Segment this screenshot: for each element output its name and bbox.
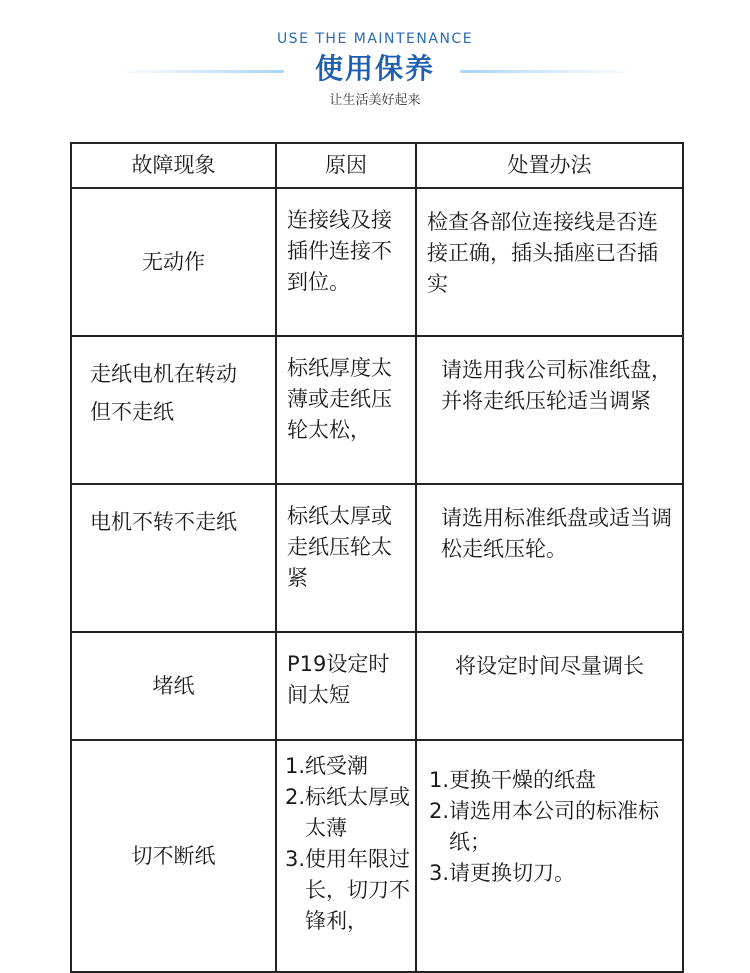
troubleshooting-table (70, 142, 684, 973)
page-title: 使用保养 (314, 52, 435, 85)
solution-cell (416, 740, 683, 972)
list-number: 3. (429, 861, 450, 885)
list-text: 纸受潮 (305, 754, 368, 778)
solution-cell: 请选用标准纸盘或适当调松走纸压轮。 (416, 484, 683, 632)
symptom-cell: 无动作 (71, 188, 276, 336)
slogan: 让生活美好起来 (329, 93, 421, 108)
list-item (429, 796, 678, 858)
symptom-cell (71, 336, 276, 484)
list-text: 请选用本公司的标准标纸； (449, 799, 659, 854)
table-row (71, 740, 683, 972)
header-symptom: 故障现象 (71, 143, 276, 188)
solution-cell: 将设定时间尽量调长 (416, 632, 683, 740)
decorative-rule-right (460, 70, 636, 73)
symptom-cell: 堵纸 (71, 632, 276, 740)
table-header-row (71, 143, 683, 188)
header-cause: 原因 (276, 143, 416, 188)
symptom-cell: 切不断纸 (71, 740, 276, 972)
cause-cell: 连接线及接插件连接不到位。 (276, 188, 416, 336)
cause-cell: 标纸太厚或走纸压轮太紧 (276, 484, 416, 632)
list-number: 1. (429, 768, 450, 792)
solution-cell: 请选用我公司标准纸盘，并将走纸压轮适当调紧 (416, 336, 683, 484)
list-text: 标纸太厚或太薄 (305, 785, 410, 840)
list-item (429, 858, 678, 889)
table-row (71, 188, 683, 336)
symptom-cell: 电机不转不走纸 (71, 484, 276, 632)
table-row (71, 484, 683, 632)
list-item (429, 765, 678, 796)
solution-cell: 检查各部位连接线是否连接正确，插头插座已否插实 (416, 188, 683, 336)
list-item (285, 844, 413, 937)
subtitle-english: USE THE MAINTENANCE (276, 31, 474, 47)
list-number: 3. (285, 847, 306, 871)
table-row (71, 632, 683, 740)
symptom-line: 走纸电机在转动 (90, 362, 237, 386)
list-text: 请更换切刀。 (449, 861, 575, 885)
list-item (285, 751, 413, 782)
list-item (285, 782, 413, 844)
table-row (71, 336, 683, 484)
cause-cell (276, 740, 416, 972)
cause-list (285, 751, 413, 937)
header-solution: 处置办法 (416, 143, 683, 188)
list-number: 2. (285, 785, 306, 809)
cause-cell: P19设定时间太短 (276, 632, 416, 740)
list-text: 更换干燥的纸盘 (449, 768, 596, 792)
page-header (0, 0, 750, 130)
list-number: 1. (285, 754, 306, 778)
list-number: 2. (429, 799, 450, 823)
solution-list (429, 765, 678, 889)
list-text: 使用年限过长，切刀不锋利， (305, 847, 410, 933)
symptom-line: 但不走纸 (90, 400, 174, 424)
cause-cell: 标纸厚度太薄或走纸压轮太松， (276, 336, 416, 484)
